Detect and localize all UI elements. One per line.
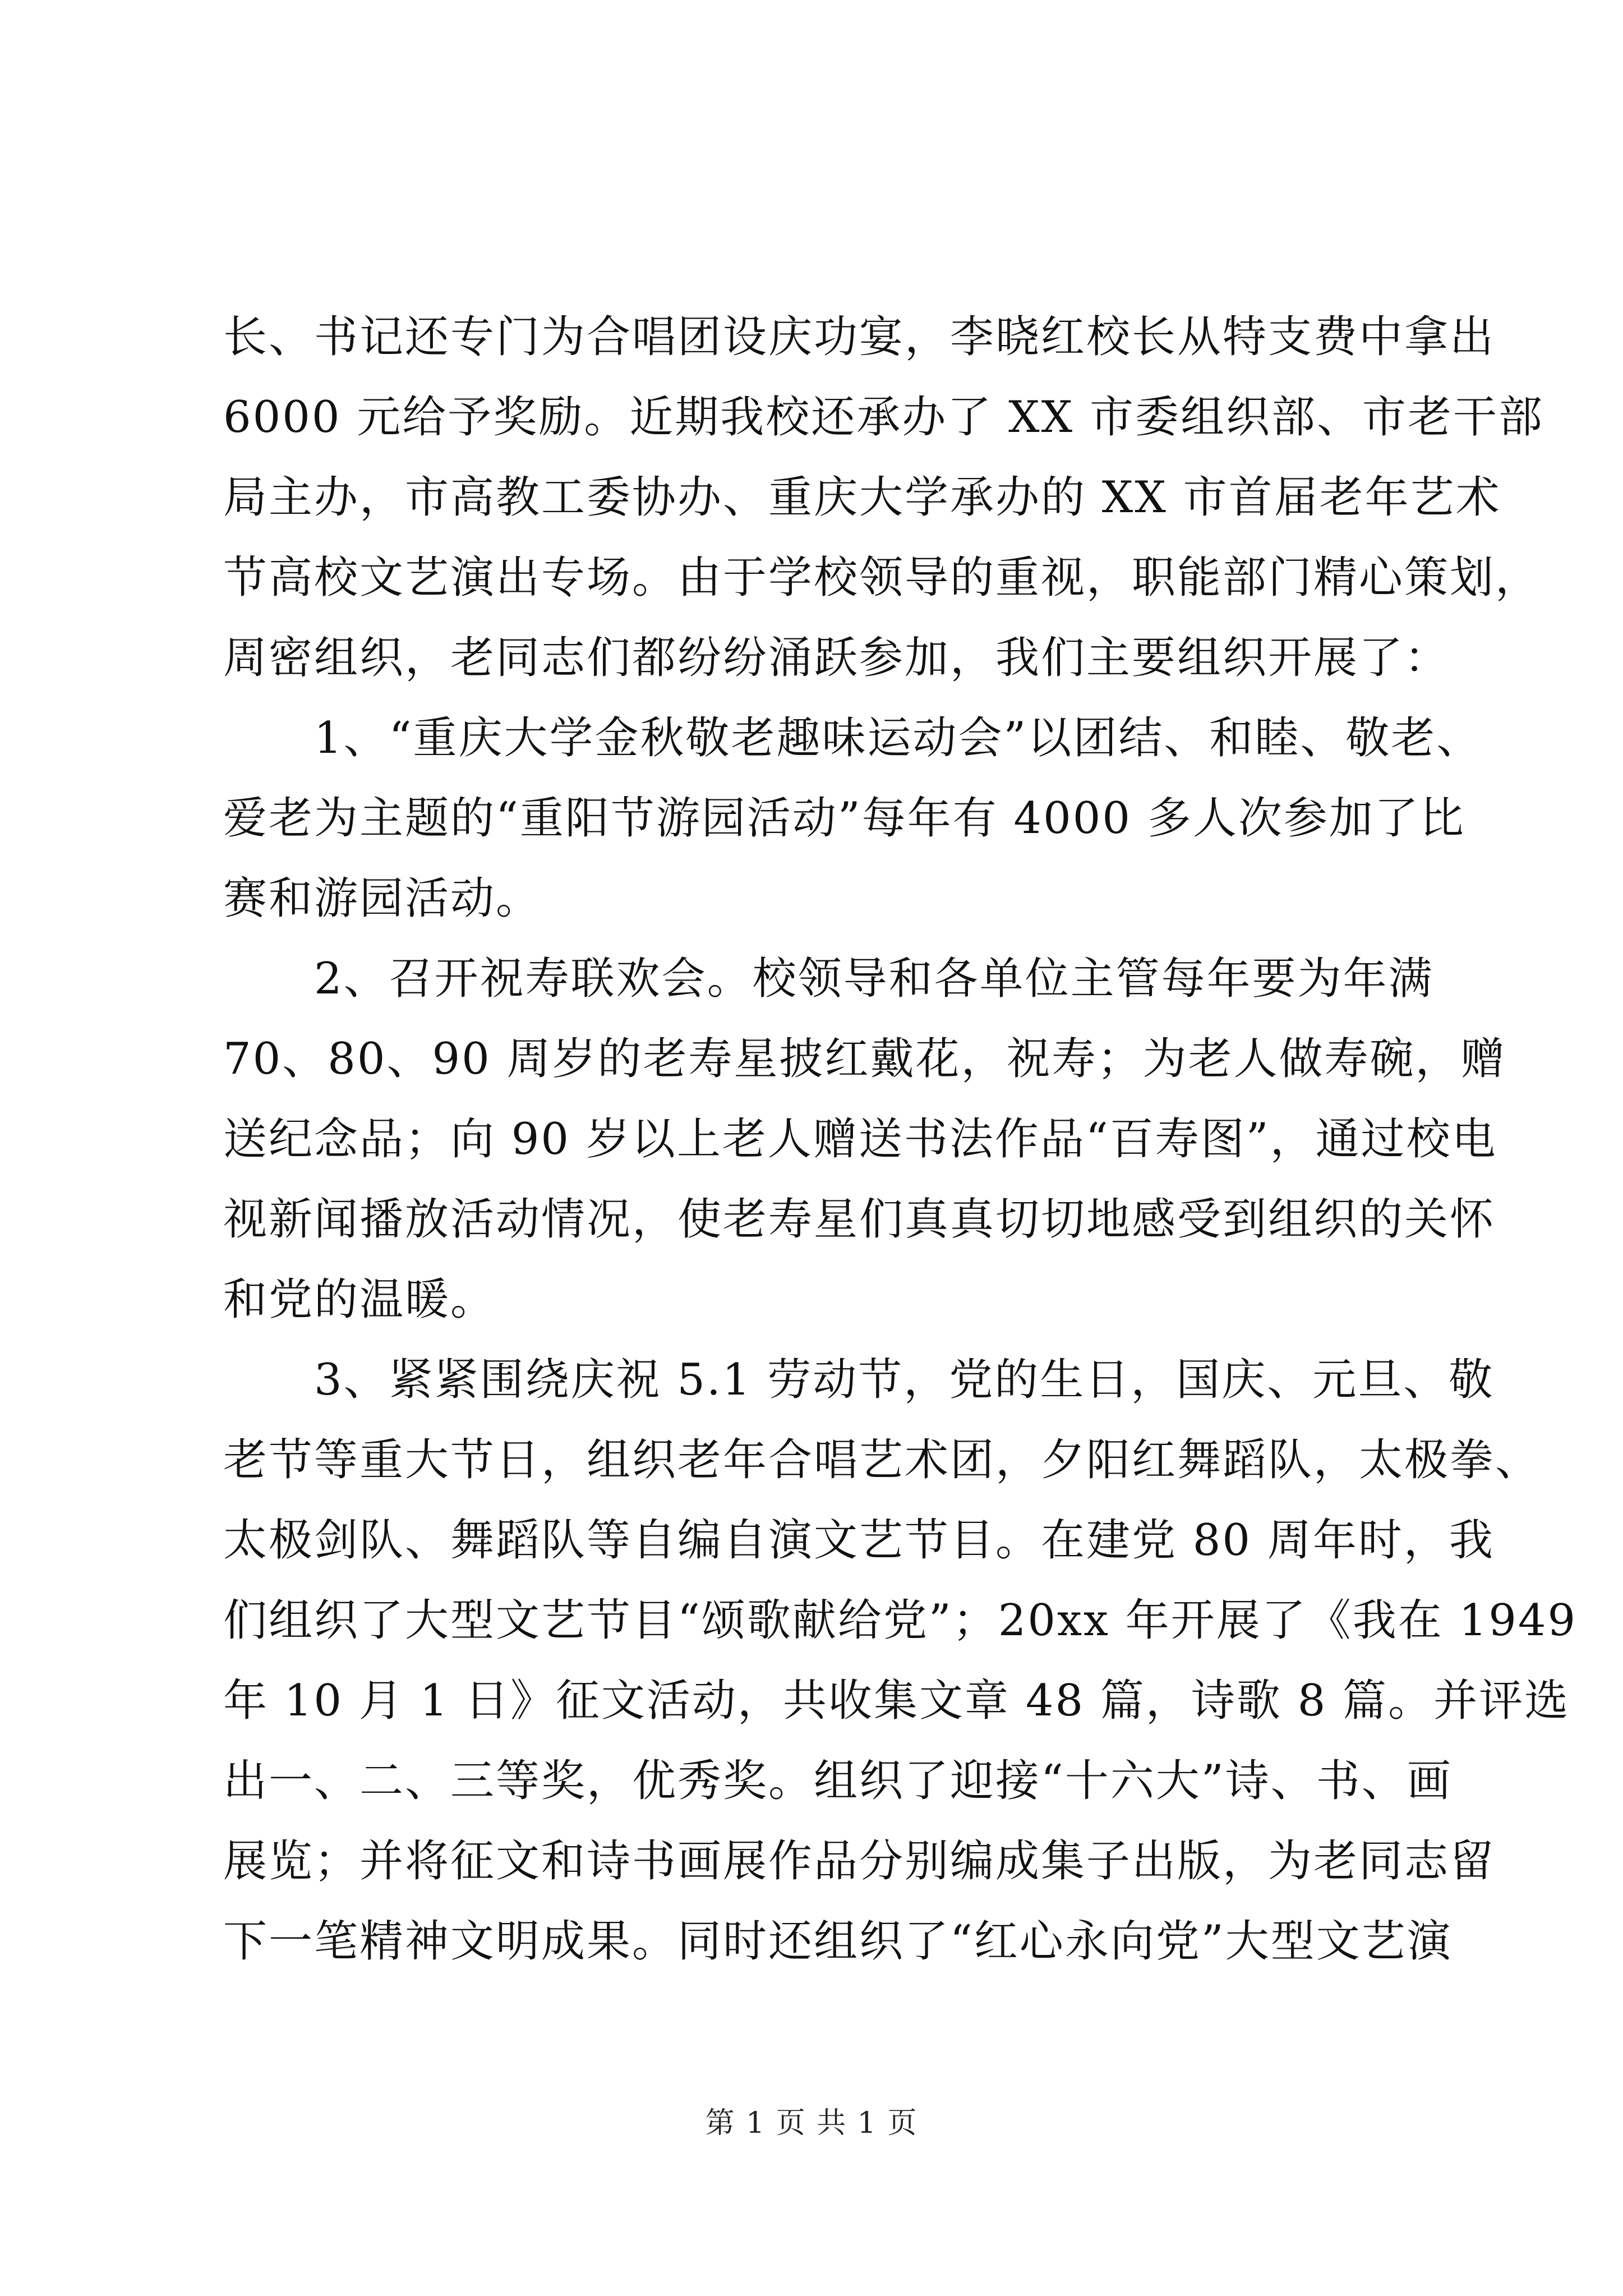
text-line: 70、80、90 周岁的老寿星披红戴花，祝寿；为老人做寿碗，赠 <box>223 1034 1506 1084</box>
text-line: 赛和游园活动。 <box>223 873 542 924</box>
paragraph-2-start: 2、召开祝寿联欢会。校领导和各单位主管每年要为年满 <box>314 954 1434 1004</box>
text-line: 局主办，市高教工委协办、重庆大学承办的 XX 市首届老年艺术 <box>223 472 1501 523</box>
text-line: 送纪念品；向 90 岁以上老人赠送书法作品“百寿图”，通过校电 <box>223 1114 1497 1165</box>
text-line: 老节等重大节日，组织老年合唱艺术团，夕阳红舞蹈队，太极拳、 <box>223 1435 1541 1485</box>
page-footer: 第 1 页 共 1 页 <box>705 2106 918 2140</box>
text-line: 爱老为主题的“重阳节游园活动”每年有 4000 多人次参加了比 <box>223 793 1465 844</box>
text-line: 视新闻播放活动情况，使老寿星们真真切切地感受到组织的关怀 <box>223 1194 1496 1245</box>
text-line: 出一、二、三等奖，优秀奖。组织了迎接“十六大”诗、书、画 <box>223 1756 1453 1806</box>
paragraph-3-start: 3、紧紧围绕庆祝 5.1 劳动节，党的生日，国庆、元旦、敬 <box>314 1355 1495 1405</box>
text-line: 们组织了大型文艺节目“颂歌献给党”；20xx 年开展了《我在 1949 <box>223 1595 1578 1646</box>
text-line: 和党的温暖。 <box>223 1274 496 1325</box>
paragraph-1-start: 1、“重庆大学金秋敬老趣味运动会”以团结、和睦、敬老、 <box>314 713 1482 763</box>
text-line: 节高校文艺演出专场。由于学校领导的重视，职能部门精心策划， <box>223 553 1541 603</box>
text-line: 周密组织，老同志们都纷纷涌跃参加，我们主要组织开展了： <box>223 633 1450 683</box>
text-line: 展览；并将征文和诗书画展作品分别编成集子出版，为老同志留 <box>223 1836 1496 1887</box>
text-line: 6000 元给予奖励。近期我校还承办了 XX 市委组织部、市老干部 <box>223 392 1544 443</box>
text-line: 长、书记还专门为合唱团设庆功宴，李晓红校长从特支费中拿出 <box>223 312 1496 362</box>
text-line: 太极剑队、舞蹈队等自编自演文艺节目。在建党 80 周年时，我 <box>223 1515 1495 1566</box>
body-text <box>223 297 1578 1982</box>
text-line: 年 10 月 1 日》征文活动，共收集文章 48 篇，诗歌 8 篇。并评选 <box>223 1676 1570 1726</box>
text-line: 下一笔精神文明成果。同时还组织了“红心永向党”大型文艺演 <box>223 1916 1453 1967</box>
